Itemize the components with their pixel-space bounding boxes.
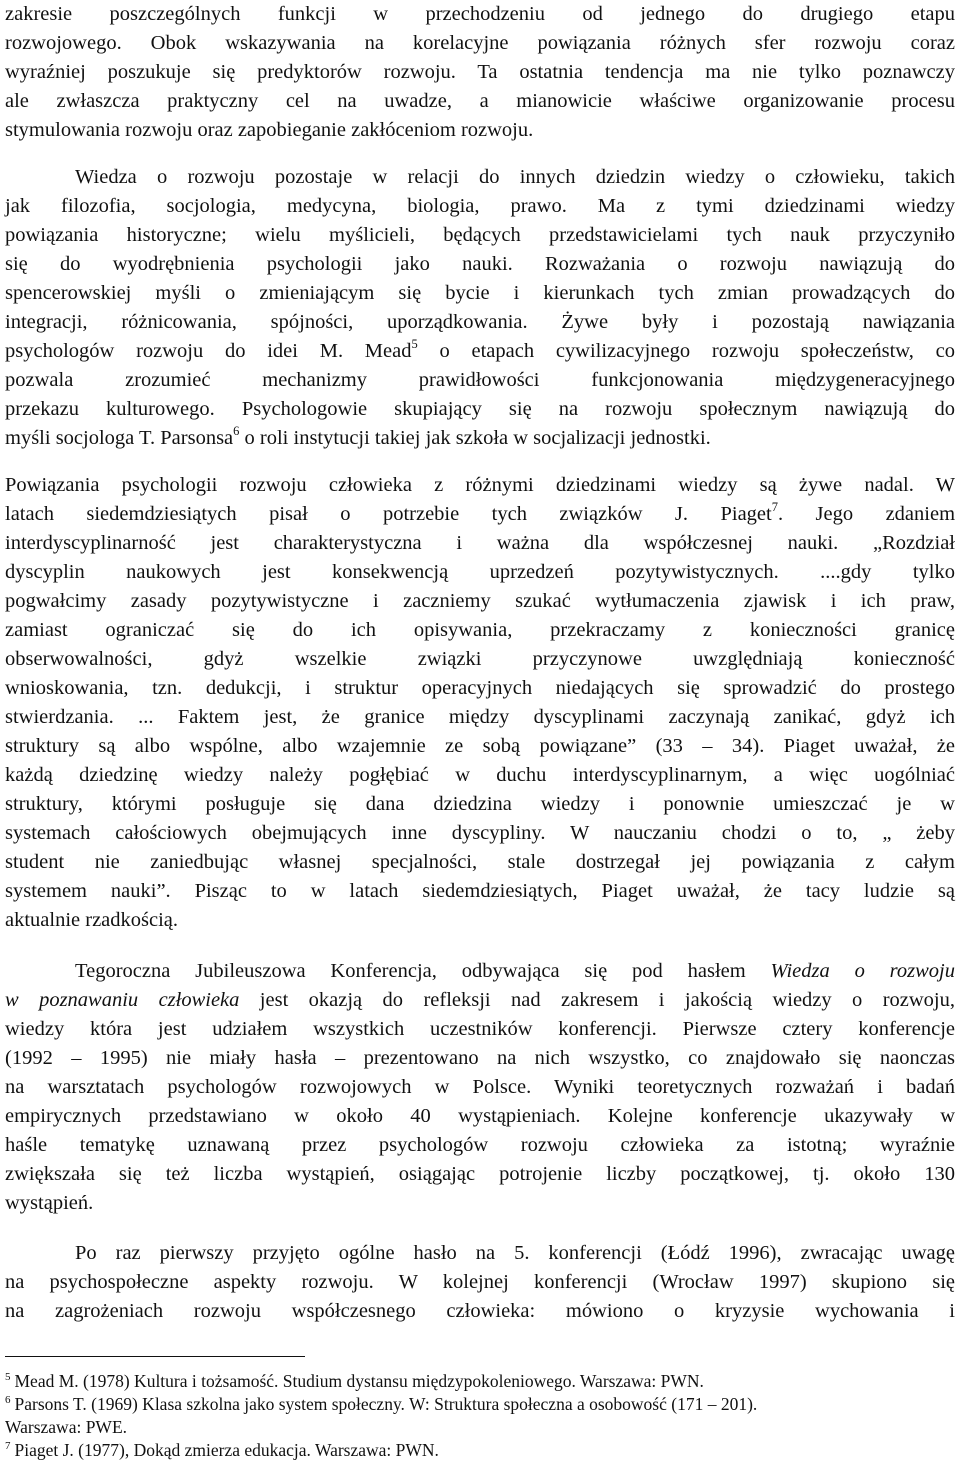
paragraph-3-line-7: obserwowalności, gdyż wszelkie związki przyczynowe uwzględniają konieczność bbox=[5, 648, 955, 670]
text-segment: Tegoroczna Jubileuszowa Konferencja, odbywająca się pod hasłem bbox=[75, 960, 771, 982]
paragraph-5-line-2: na psychospołeczne aspekty rozwoju. W kolejnej konferencji (Wrocław 1997) skupiono się bbox=[5, 1271, 955, 1293]
paragraph-2-line-7 bbox=[5, 337, 955, 366]
paragraph-3-line-4: dyscyplin naukowych jest konsekwencją uprzedzeń pozytywistycznych. ....gdy tylko bbox=[5, 561, 955, 583]
text-segment: o etapach cywilizacyjnego rozwoju społeczeństw, co bbox=[417, 340, 955, 362]
footnote-ref-6[interactable]: 6 bbox=[233, 424, 240, 438]
paragraph-4-line-1 bbox=[75, 957, 955, 986]
text-segment: latach siedemdziesiątych pisał o potrzebie tych związków J. Piaget bbox=[5, 503, 772, 525]
text-segment: psychologów rozwoju do idei M. Mead bbox=[5, 340, 412, 362]
footnote-text: Warszawa: PWE. bbox=[5, 1417, 128, 1437]
paragraph-2-line-1: Wiedza o rozwoju pozostaje w relacji do innych dziedzin wiedzy o człowieku, takich bbox=[75, 166, 955, 188]
paragraph-3-line-8: wnioskowania, tzn. dedukcji, i struktur operacyjnych niedających się sprowadzić do prostego bbox=[5, 677, 955, 699]
paragraph-4-line-7: haśle tematykę uznawaną przez psychologów rozwoju człowieka za istotną; wyraźnie bbox=[5, 1134, 955, 1156]
footnote-number: 6 bbox=[5, 1394, 11, 1406]
paragraph-4-line-3: wiedzy która jest udziałem wszystkich uczestników konferencji. Pierwsze cztery konferencje bbox=[5, 1018, 955, 1040]
footnote-7 bbox=[5, 1439, 955, 1462]
paragraph-3-line-15: systemem nauki”. Pisząc to w latach siedemdziesiątych, Piaget uważał, że tacy ludzie są bbox=[5, 880, 955, 902]
footnote-ref-7[interactable]: 7 bbox=[771, 500, 778, 514]
paragraph-3-line-3: interdyscyplinarność jest charakterystyczna i ważna dla współczesnej nauki. „Rozdział bbox=[5, 532, 955, 554]
footnote-5 bbox=[5, 1370, 955, 1393]
paragraph-4-line-2 bbox=[5, 986, 955, 1015]
text-segment: . Jego zdaniem bbox=[777, 503, 956, 525]
paragraph-4-line-4: (1992 – 1995) nie miały hasła – prezentowano na nich wszystko, co znajdowało się naoncz​as bbox=[5, 1047, 955, 1069]
footnote-text: Mead M. (1978) Kultura i tożsamość. Studium dystansu międzypokoleniowego. Warszawa: PWN. bbox=[14, 1371, 704, 1391]
paragraph-3-line-6: zamiast ograniczać się do ich opisywania, przekraczamy z konieczności granicę bbox=[5, 619, 955, 641]
paragraph-2-line-2: jak filozofia, socjologia, medycyna, biologia, prawo. Ma z tymi dziedzinami wiedzy bbox=[5, 195, 955, 217]
paragraph-5-line-1: Po raz pierwszy przyjęto ogólne hasło na 5. konferencji (Łódź 1996), zwracając uwagę bbox=[75, 1242, 955, 1264]
paragraph-1-line-1: zakresie poszczególnych funkcji w przechodzeniu od jednego do drugiego etapu bbox=[5, 3, 955, 25]
paragraph-5-line-3: na zagrożeniach rozwoju współczesnego człowieka: mówiono o kryzysie wychowania i bbox=[5, 1300, 955, 1322]
footnote-6-continuation bbox=[5, 1416, 955, 1439]
paragraph-2-line-6: integracji, różnicowania, spójności, uporządkowania. Żywe były i pozostają nawiązania bbox=[5, 311, 955, 333]
paragraph-3-line-2 bbox=[5, 500, 955, 529]
footnote-text: Piaget J. (1977), Dokąd zmierza edukacja. Warszawa: PWN. bbox=[14, 1440, 439, 1460]
paragraph-2-line-4: się do wyodrębnienia psychologii jako nauki. Rozważania o rozwoju nawiązują do bbox=[5, 253, 955, 275]
footnote-ref-5[interactable]: 5 bbox=[411, 337, 418, 351]
footnote-number: 7 bbox=[5, 1440, 11, 1452]
footnote-divider bbox=[5, 1356, 305, 1357]
paragraph-3-line-12: struktury, którymi posługuje się dana dziedzina wiedzy i ponownie umieszczać je w bbox=[5, 793, 955, 815]
paragraph-4-line-5: na warsztatach psychologów rozwojowych w Polsce. Wyniki teoretycznych rozważań i badań bbox=[5, 1076, 955, 1098]
paragraph-1-line-2: rozwojowego. Obok wskazywania na korelacyjne powiązania różnych sfer rozwoju coraz bbox=[5, 32, 955, 54]
paragraph-3-line-16: aktualnie rzadkością. bbox=[5, 909, 179, 931]
text-segment: jest okazją do refleksji nad zakresem i jakością wiedzy o rozwoju, bbox=[239, 989, 955, 1011]
paragraph-1-line-4: ale zwłaszcza praktyczny cel na uwadze, a mianowicie właściwe organizowanie procesu bbox=[5, 90, 955, 112]
footnote-number: 5 bbox=[5, 1371, 11, 1383]
conference-motto-part-1: Wiedza o rozwoju bbox=[770, 960, 955, 982]
paragraph-3-line-13: systemach całościowych obejmujących inne dyscypliny. W nauczaniu chodzi o to, „ żeby bbox=[5, 822, 955, 844]
text-segment: o roli instytucji takiej jak szkoła w socjalizacji jednostki. bbox=[239, 427, 711, 449]
paragraph-3-line-9: stwierdzania. ... Faktem jest, że granice między dyscyplinami zaczynają zanikać, gdyż ich bbox=[5, 706, 955, 728]
footnote-6 bbox=[5, 1393, 955, 1416]
paragraph-1-line-5: stymulowania rozwoju oraz zapobieganie zakłóceniom rozwoju. bbox=[5, 119, 534, 141]
paragraph-3-line-11: każdą dziedzinę wiedzy należy pogłębiać w duchu interdyscyplinarnym, a więc uogólniać bbox=[5, 764, 955, 786]
paragraph-3-line-14: student nie zaniedbując własnej specjalności, stale dostrzegał jej powiązania z całym bbox=[5, 851, 955, 873]
conference-motto-part-2: w poznawaniu człowieka bbox=[5, 989, 240, 1011]
footnote-text: Parsons T. (1969) Klasa szkolna jako system społeczny. W: Struktura społeczna a osobowość (171 – 201). bbox=[14, 1394, 758, 1414]
paragraph-2-line-10 bbox=[5, 424, 955, 453]
paragraph-3-line-5: pogwałcimy zasady pozytywistyczne i zaczniemy szukać wytłumaczenia zjawisk i ich praw, bbox=[5, 590, 955, 612]
paragraph-3-line-1: Powiązania psychologii rozwoju człowieka z różnymi dziedzinami wiedzy są żywe nadal. W bbox=[5, 474, 955, 496]
paragraph-4-line-8: zwiększała się też liczba wystąpień, osiągając potrojenie liczby początkowej, tj. około 130 bbox=[5, 1163, 955, 1185]
paragraph-2-line-8: pozwala zrozumieć mechanizmy prawidłowości funkcjonowania międzygeneracyjnego bbox=[5, 369, 955, 391]
paragraph-3-line-10: struktury są albo wspólne, albo wzajemnie ze sobą powiązane” (33 – 34). Piaget uważał, że bbox=[5, 735, 955, 757]
paragraph-4-line-9: wystąpień. bbox=[5, 1192, 94, 1214]
paragraph-2-line-3: powiązania historyczne; wielu myślicieli, będących przedstawicielami tych nauk przyczyniło bbox=[5, 224, 955, 246]
paragraph-4-line-6: empirycznych przedstawiano w około 40 wystąpieniach. Kolejne konferencje ukazywały w bbox=[5, 1105, 955, 1127]
paragraph-2-line-9: przekazu kulturowego. Psychologowie skupiający się na rozwoju społecznym nawiązują do bbox=[5, 398, 955, 420]
paragraph-1-line-3: wyraźniej poszukuje się predyktorów rozwoju. Ta ostatnia tendencja ma nie tylko poznawczy bbox=[5, 61, 955, 83]
paragraph-2-line-5: spencerowskiej myśli o zmieniającym się bycie i kierunkach tych zmian prowadzących do bbox=[5, 282, 955, 304]
text-segment: myśli socjologa T. Parsonsa bbox=[5, 427, 234, 449]
